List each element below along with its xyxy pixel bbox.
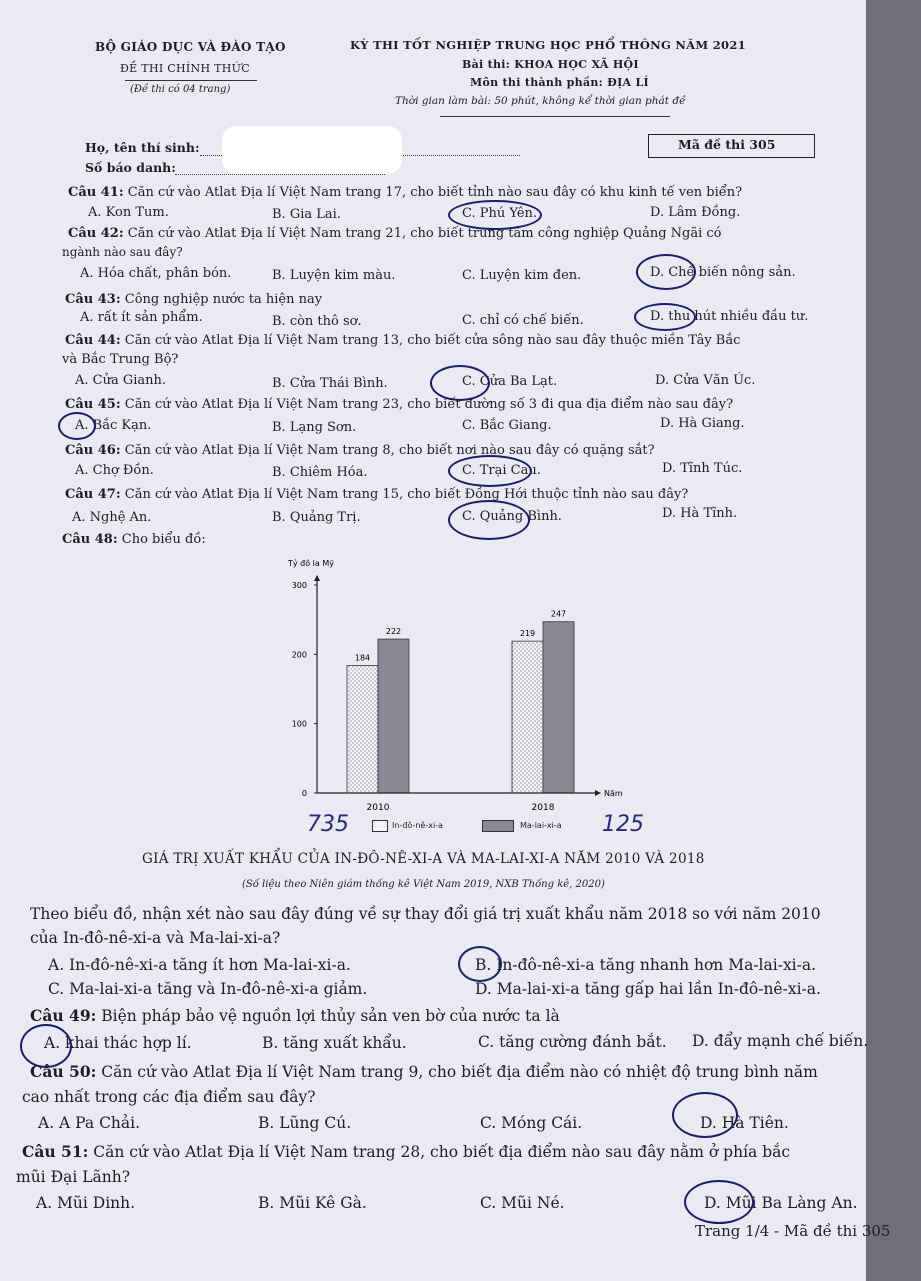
y-axis-title: Tỷ đô la Mỹ — [288, 559, 334, 568]
handwritten-note-left: 735 — [307, 812, 349, 837]
answer-mark-45 — [58, 412, 96, 440]
q51-option-b: B. Mũi Kê Gà. — [258, 1194, 367, 1212]
q44-option-d: D. Cửa Văn Úc. — [655, 373, 756, 388]
handwritten-note-right: 125 — [602, 812, 644, 837]
question-44-cont: và Bắc Trung Bộ? — [62, 352, 179, 367]
q43-option-c: C. chỉ có chế biến. — [462, 313, 584, 328]
answer-mark-42 — [636, 254, 696, 290]
bar-value-label: 247 — [550, 609, 567, 619]
chart-title: GIÁ TRỊ XUẤT KHẨU CỦA IN-ĐÔ-NÊ-XI-A VÀ MA-LAI-XI-A NĂM 2010 VÀ 2018 — [142, 851, 705, 867]
q42-option-a: A. Hóa chất, phân bón. — [80, 266, 232, 281]
q45-option-a: A. Bắc Kạn. — [75, 418, 152, 433]
legend-swatch-indonesia — [372, 820, 388, 832]
exam-code: Mã đề thi 305 — [678, 137, 776, 152]
bar-value-label: 222 — [385, 627, 402, 637]
q41-option-b: B. Gia Lai. — [272, 207, 341, 222]
q43-option-b: B. còn thô sơ. — [272, 314, 362, 329]
q50-option-a: A. A Pa Chải. — [38, 1114, 141, 1132]
q50-option-c: C. Móng Cái. — [480, 1114, 583, 1132]
bar-0-0 — [347, 665, 378, 793]
q51-option-a: A. Mũi Dinh. — [36, 1194, 136, 1212]
legend-label-indonesia: In-đô-nê-xi-a — [392, 821, 443, 830]
x-tick-label: 2018 — [531, 803, 555, 813]
q48-option-a: A. In-đô-nê-xi-a tăng ít hơn Ma-lai-xi-a. — [48, 956, 351, 974]
exam-subject: Bài thi: KHOA HỌC XÃ HỘI — [462, 58, 639, 71]
bar-value-label: 219 — [519, 629, 536, 639]
question-41: Câu 41: Căn cứ vào Atlat Địa lí Việt Nam trang 17, cho biết tỉnh nào sau đây có khu kinh tế ven biển? — [68, 185, 743, 200]
question-50: Câu 50: Căn cứ vào Atlat Địa lí Việt Nam trang 9, cho biết địa điểm nào có nhiệt độ trung bình năm — [30, 1062, 818, 1081]
header-divider-2 — [440, 116, 670, 117]
question-48-prompt-cont: của In-đô-nê-xi-a và Ma-lai-xi-a? — [30, 929, 281, 947]
q42-option-c: C. Luyện kim đen. — [462, 268, 582, 283]
question-42: Câu 42: Căn cứ vào Atlat Địa lí Việt Nam trang 21, cho biết trung tâm công nghiệp Quảng Ngãi có — [68, 226, 722, 241]
q46-option-c: C. Trại Cau. — [462, 463, 541, 478]
bar-1-1 — [543, 622, 574, 793]
q46-option-d: D. Tĩnh Túc. — [662, 461, 743, 476]
question-50-cont: cao nhất trong các địa điểm sau đây? — [22, 1088, 316, 1106]
question-48: Câu 48: Cho biểu đồ: — [62, 532, 206, 547]
export-bar-chart — [260, 550, 660, 845]
ministry-name: BỘ GIÁO DỤC VÀ ĐÀO TẠO — [95, 40, 286, 54]
background-surface — [866, 0, 921, 1281]
q45-option-b: B. Lạng Sơn. — [272, 420, 357, 435]
x-tick-label: 2010 — [366, 803, 390, 813]
answer-mark-50 — [672, 1092, 738, 1138]
q45-option-c: C. Bắc Giang. — [462, 418, 552, 433]
question-45: Câu 45: Căn cứ vào Atlat Địa lí Việt Nam trang 23, cho biết đường số 3 đi qua địa điểm nào sau đây? — [65, 397, 734, 412]
page-footer: Trang 1/4 - Mã đề thi 305 — [695, 1222, 891, 1240]
q42-option-d: D. Chế biến nông sản. — [650, 265, 796, 280]
question-51: Câu 51: Căn cứ vào Atlat Địa lí Việt Nam trang 28, cho biết địa điểm nào sau đây nằm ở phía bắc — [22, 1142, 791, 1161]
q41-option-a: A. Kon Tum. — [88, 205, 169, 220]
question-47: Câu 47: Căn cứ vào Atlat Địa lí Việt Nam trang 15, cho biết Đồng Hới thuộc tỉnh nào sau đây? — [65, 487, 689, 502]
bar-value-label: 184 — [354, 653, 371, 663]
question-51-cont: mũi Đại Lãnh? — [16, 1168, 131, 1186]
q49-option-c: C. tăng cường đánh bắt. — [478, 1033, 667, 1051]
y-tick-label: 300 — [291, 581, 307, 590]
official-label: ĐỀ THI CHÍNH THỨC — [120, 62, 250, 75]
q51-option-c: C. Mũi Né. — [480, 1194, 565, 1212]
q41-option-c: C. Phú Yên. — [462, 206, 538, 221]
q47-option-b: B. Quảng Trị. — [272, 510, 361, 525]
exam-component: Môn thi thành phần: ĐỊA LÍ — [470, 76, 649, 89]
q48-option-d: D. Ma-lai-xi-a tăng gấp hai lần In-đô-nê-xi-a. — [475, 980, 821, 998]
legend-label-malaysia: Ma-lai-xi-a — [520, 821, 562, 830]
q49-option-a: A. khai thác hợp lí. — [44, 1034, 192, 1052]
sbd-line — [175, 174, 385, 175]
y-tick-label: 200 — [291, 650, 307, 660]
bar-0-1 — [512, 641, 543, 793]
y-axis-arrow — [314, 575, 320, 581]
question-43: Câu 43: Công nghiệp nước ta hiện nay — [65, 292, 323, 307]
x-axis-arrow — [595, 790, 601, 796]
chart-source: (Số liệu theo Niên giám thống kê Việt Nam 2019, NXB Thống kê, 2020) — [242, 879, 605, 890]
q42-option-b: B. Luyện kim màu. — [272, 268, 396, 283]
y-tick-label: 100 — [291, 719, 307, 729]
exam-duration: Thời gian làm bài: 50 phút, không kể thời gian phát đề — [395, 95, 686, 107]
redacted-name-blur — [222, 126, 402, 174]
q47-option-c: C. Quảng Bình. — [462, 509, 562, 524]
question-49: Câu 49: Biện pháp bảo vệ nguồn lợi thủy sản ven bờ của nước ta là — [30, 1006, 560, 1025]
q47-option-d: D. Hà Tĩnh. — [662, 506, 738, 521]
q48-option-b: B. In-đô-nê-xi-a tăng nhanh hơn Ma-lai-xi-a. — [475, 956, 817, 974]
answer-mark-51 — [684, 1180, 754, 1224]
q44-option-c: C. Cửa Ba Lạt. — [462, 374, 558, 389]
x-axis-title: Năm — [604, 789, 623, 798]
answer-mark-47 — [448, 500, 530, 540]
q46-option-a: A. Chợ Đồn. — [75, 463, 154, 478]
legend-swatch-malaysia — [482, 820, 514, 832]
header-divider — [125, 80, 257, 81]
page-count-note: (Đề thi có 04 trang) — [130, 84, 231, 95]
q51-option-d: D. Mũi Ba Làng An. — [704, 1194, 858, 1212]
candidate-name-label: Họ, tên thí sinh: — [85, 140, 200, 155]
q47-option-a: A. Nghệ An. — [72, 510, 152, 525]
question-48-prompt: Theo biểu đồ, nhận xét nào sau đây đúng về sự thay đổi giá trị xuất khẩu năm 2018 so với năm 2010 — [30, 905, 821, 923]
q41-option-d: D. Lâm Đồng. — [650, 205, 741, 220]
question-46: Câu 46: Căn cứ vào Atlat Địa lí Việt Nam trang 8, cho biết nơi nào sau đây có quặng sắt? — [65, 443, 655, 458]
bar-1-0 — [378, 639, 409, 793]
q50-option-b: B. Lũng Cú. — [258, 1114, 352, 1132]
q45-option-d: D. Hà Giang. — [660, 416, 745, 431]
q49-option-b: B. tăng xuất khẩu. — [262, 1034, 407, 1052]
q48-option-c: C. Ma-lai-xi-a tăng và In-đô-nê-xi-a giảm. — [48, 980, 368, 998]
question-44: Câu 44: Căn cứ vào Atlat Địa lí Việt Nam trang 13, cho biết cửa sông nào sau đây thuộc miền Tây Bắc — [65, 333, 741, 348]
question-42-cont: ngành nào sau đây? — [62, 245, 183, 259]
y-tick-label: 0 — [301, 789, 307, 798]
q43-option-a: A. rất ít sản phẩm. — [80, 310, 203, 325]
q44-option-a: A. Cửa Gianh. — [75, 373, 167, 388]
q46-option-b: B. Chiêm Hóa. — [272, 465, 368, 480]
answer-mark-44 — [430, 365, 490, 401]
exam-title: KỲ THI TỐT NGHIỆP TRUNG HỌC PHỔ THÔNG NĂM 2021 — [350, 38, 746, 52]
q43-option-d: D. thu hút nhiều đầu tư. — [650, 309, 809, 324]
q50-option-d: D. Hà Tiên. — [700, 1114, 789, 1132]
answer-mark-43 — [634, 303, 696, 331]
q44-option-b: B. Cửa Thái Bình. — [272, 376, 388, 391]
answer-mark-46 — [448, 455, 532, 487]
q49-option-d: D. đẩy mạnh chế biến. — [692, 1032, 869, 1050]
answer-mark-48 — [458, 946, 502, 982]
sbd-label: Số báo danh: — [85, 160, 176, 175]
